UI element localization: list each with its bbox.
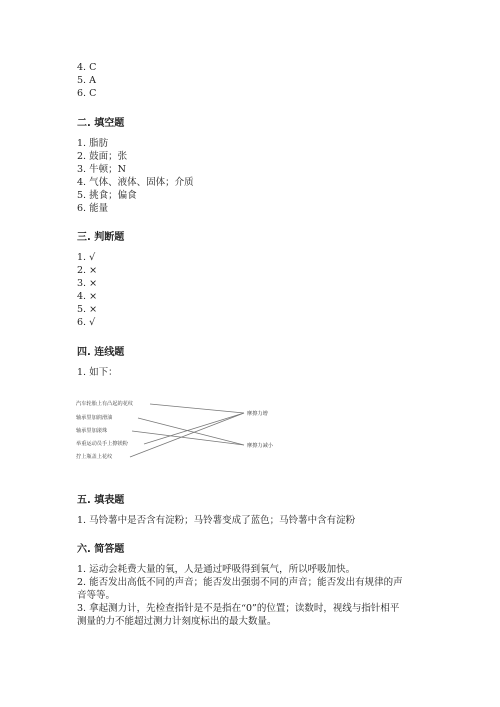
- answer-line: 5. ×: [77, 304, 98, 315]
- diagram-left-item: 举重运动员手上擦镁粉: [76, 441, 128, 447]
- connector-line: [130, 413, 244, 457]
- section-heading: 五. 填表题: [77, 495, 125, 506]
- diagram-left-item: 轴承里加润滑油: [76, 415, 113, 421]
- answer-line: 6. √: [77, 317, 96, 328]
- section-heading: 四. 连线题: [77, 347, 125, 358]
- answer-line: 4. 气体、液体、固体；介质: [77, 177, 194, 188]
- answer-line: 1. 马铃薯中是否含有淀粉；马铃薯变成了蓝色；马铃薯中含有淀粉: [77, 515, 356, 526]
- answer-line: 2. ×: [77, 265, 98, 276]
- answer-line: 1. √: [77, 252, 96, 263]
- answer-line: 1. 如下：: [77, 367, 118, 378]
- answer-line: 5. 挑食；偏食: [77, 190, 137, 201]
- answer-line: 5. A: [77, 75, 96, 86]
- diagram-left-item: 拧上瓶盖上花纹: [76, 454, 113, 460]
- answer-line: 1. 脂肪: [77, 138, 109, 149]
- answer-line: 3. 牛顿；N: [77, 164, 126, 175]
- answer-line: 2. 鼓面；张: [77, 151, 128, 162]
- answer-line: 6. 能量: [77, 203, 109, 214]
- diagram-right-item: 摩擦力减小: [247, 443, 273, 449]
- answer-line: 4. ×: [77, 291, 98, 302]
- section-heading: 二. 填空题: [77, 118, 125, 129]
- section-heading: 三. 判断题: [77, 232, 125, 243]
- answer-line: 3. ×: [77, 278, 98, 289]
- answer-line: 音等等。: [77, 590, 116, 601]
- diagram-left-item: 汽车轮胎上有凸起的花纹: [76, 401, 134, 407]
- section-heading: 六. 简答题: [77, 544, 125, 555]
- diagram-left-item: 轴承里加滚珠: [76, 428, 108, 434]
- connector-line: [150, 404, 244, 413]
- answer-line: 2. 能否发出高低不同的声音；能否发出强弱不同的声音；能否发出有规律的声: [77, 577, 403, 588]
- answer-line: 4. C: [77, 62, 97, 73]
- diagram-right-item: 摩擦力增: [247, 411, 268, 417]
- answer-line: 1. 运动会耗费大量的氧，人是通过呼吸得到氧气，所以呼吸加快。: [77, 564, 356, 575]
- answer-line: 3. 拿起测力计，先检查指针是不是指在“0”的位置；读数时，视线与指针相平: [77, 603, 400, 614]
- matching-diagram: [70, 395, 330, 465]
- connector-line: [144, 413, 244, 444]
- answer-line: 测量的力不能超过测力计刻度标出的最大数量。: [77, 616, 277, 627]
- answer-line: 6. C: [77, 88, 97, 99]
